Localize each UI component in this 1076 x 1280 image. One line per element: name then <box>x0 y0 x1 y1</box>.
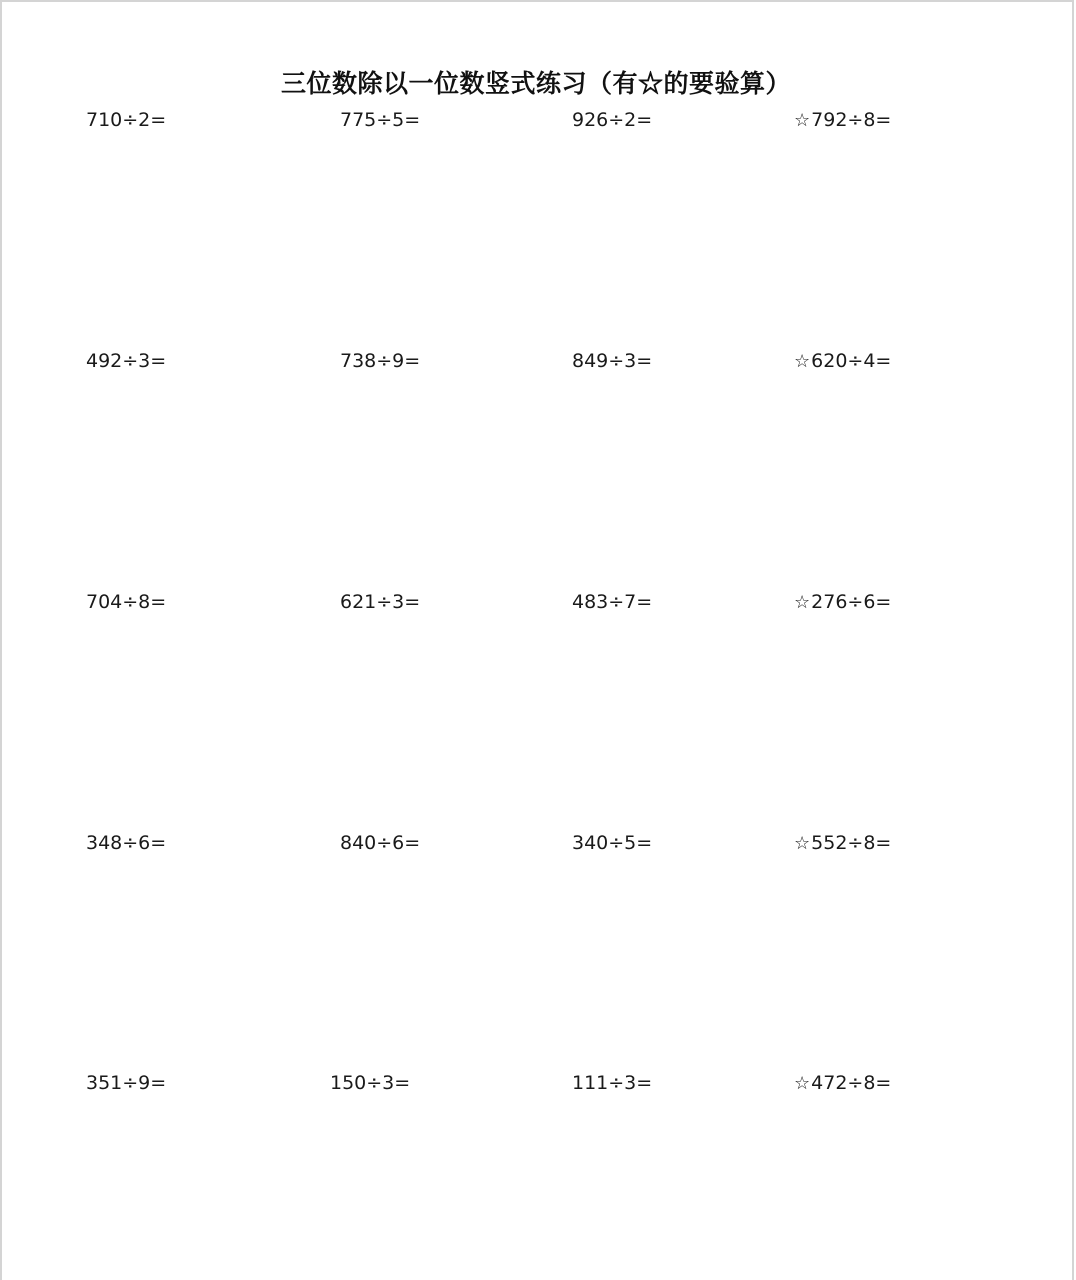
problem-20: 472÷8= <box>811 1072 892 1094</box>
worksheet-title: 三位数除以一位数竖式练习（有☆的要验算） <box>280 69 791 98</box>
star-icon: ☆ <box>794 351 811 372</box>
star-icon: ☆ <box>794 592 811 613</box>
problem-13: 348÷6= <box>86 832 167 854</box>
problem-3: 926÷2= <box>572 109 653 131</box>
problem-4: 792÷8= <box>811 109 892 131</box>
problem-16: 552÷8= <box>811 832 892 854</box>
problem-16-check <box>794 831 891 856</box>
problem-12-check <box>794 590 891 615</box>
problem-20-check <box>794 1071 891 1096</box>
problem-8: 620÷4= <box>811 350 892 372</box>
problem-15: 340÷5= <box>572 832 653 854</box>
star-icon: ☆ <box>794 110 811 131</box>
problem-6: 738÷9= <box>340 350 421 372</box>
problem-8-check <box>794 349 891 374</box>
problem-14: 840÷6= <box>340 832 421 854</box>
problem-9: 704÷8= <box>86 591 167 613</box>
problem-1: 710÷2= <box>86 109 167 131</box>
problem-19: 111÷3= <box>572 1072 653 1094</box>
problem-18: 150÷3= <box>330 1072 411 1094</box>
problem-11: 483÷7= <box>572 591 653 613</box>
problem-7: 849÷3= <box>572 350 653 372</box>
star-icon: ☆ <box>794 833 811 854</box>
problem-4-check <box>794 108 891 133</box>
problem-2: 775÷5= <box>340 109 421 131</box>
problem-12: 276÷6= <box>811 591 892 613</box>
problem-5: 492÷3= <box>86 350 167 372</box>
star-icon: ☆ <box>794 1073 811 1094</box>
problem-10: 621÷3= <box>340 591 421 613</box>
problem-17: 351÷9= <box>86 1072 167 1094</box>
